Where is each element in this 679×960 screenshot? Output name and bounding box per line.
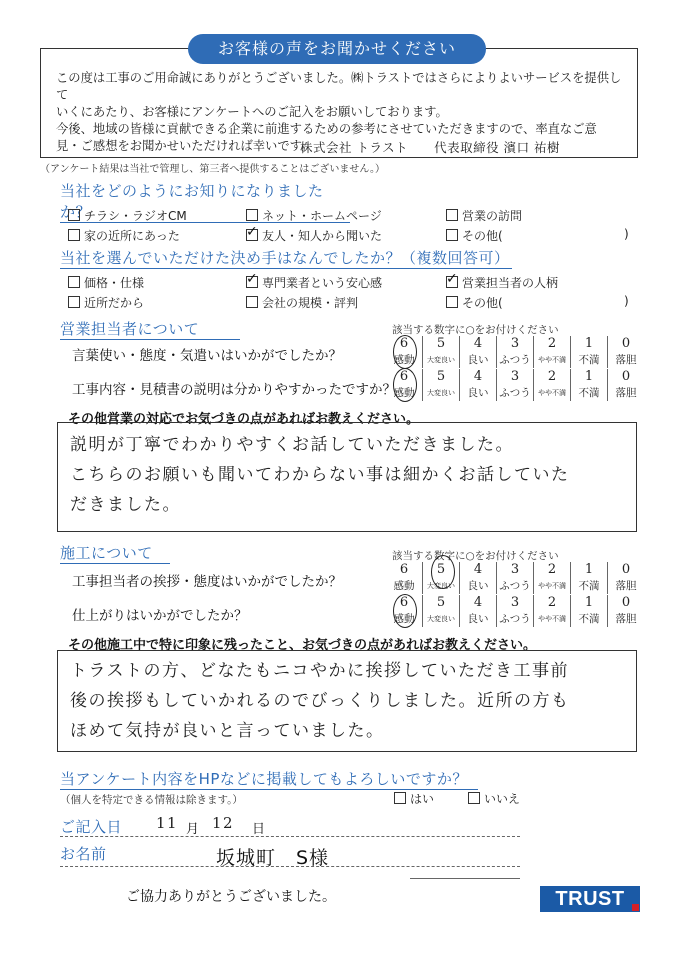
scale-number[interactable]: 5: [423, 595, 460, 611]
privacy-note: （アンケート結果は当社で管理し、第三者へ提供することはございません。）: [40, 164, 385, 175]
handwritten-line: 説明が丁寧でわかりやすくお話していただきました。: [70, 435, 514, 455]
q1-option[interactable]: チラシ・ラジオCM: [68, 207, 187, 224]
name-label: お名前: [60, 845, 107, 863]
construction-comment-text: [70, 656, 570, 746]
scale-number[interactable]: 2: [534, 595, 571, 611]
scale-label: ふつう: [497, 352, 534, 368]
construction-comment-prompt: その他施工中で特に印象に残ったこと、お気づきの点があればお教えください。: [68, 638, 537, 653]
scale-number[interactable]: 6: [399, 562, 409, 577]
intro-line: 見・ご感想をお聞かせいただければ幸いです。: [56, 139, 314, 153]
scale-number[interactable]: 1: [571, 595, 608, 611]
scale-number[interactable]: 4: [460, 369, 497, 385]
date-field-line: [60, 836, 520, 837]
scale-label: 不満: [571, 578, 608, 594]
q1-heading: 当社をどのようにお知りになりましたか？: [60, 180, 350, 223]
intro-line: この度は工事のご用命誠にありがとうございました。㈱トラストではさらによりよいサービスを提供して: [56, 71, 622, 102]
checkbox-icon[interactable]: [446, 229, 458, 241]
rating-scale-greeting[interactable]: [386, 562, 644, 594]
scale-label: 大変良い: [423, 611, 460, 627]
scale-label: 大変良い: [423, 578, 460, 594]
checkbox-checked-icon[interactable]: [246, 276, 258, 288]
rating-scale-explain[interactable]: [386, 369, 644, 401]
sales-comment-prompt: その他営業の対応でお気づきの点があればお教えください。: [68, 412, 420, 427]
scale-instruction: 該当する数字に○をお付けください: [392, 324, 559, 336]
date-month-value[interactable]: 11: [156, 814, 179, 832]
scale-label: 大変良い: [423, 385, 460, 401]
scale-label: 良い: [460, 611, 497, 627]
scale-label: 良い: [460, 578, 497, 594]
checkbox-checked-icon[interactable]: [446, 276, 458, 288]
q1-option[interactable]: 家の近所にあった: [68, 227, 180, 244]
scale-label: 良い: [460, 352, 497, 368]
scale-label: 不満: [571, 352, 608, 368]
scale-label: 落胆: [608, 578, 645, 594]
scale-label: 不満: [571, 385, 608, 401]
scale-number[interactable]: 4: [460, 336, 497, 352]
question-manner: 言葉使い・態度・気遣いはいかがでしたか？: [72, 348, 342, 364]
scale-label: やや不満: [534, 578, 571, 594]
scale-label: 良い: [460, 385, 497, 401]
scale-number[interactable]: 5: [423, 369, 460, 385]
scale-label: やや不満: [534, 385, 571, 401]
scale-number[interactable]: 3: [497, 369, 534, 385]
checkbox-icon[interactable]: [68, 209, 80, 221]
scale-number[interactable]: 4: [460, 595, 497, 611]
handwritten-line: トラストの方、どなたもニコやかに挨拶していただき工事前: [70, 661, 569, 681]
publish-yes-option[interactable]: はい: [394, 790, 434, 807]
scale-number[interactable]: 5: [423, 336, 460, 352]
scale-number[interactable]: 0: [608, 336, 645, 352]
q1-close-paren: ): [624, 227, 629, 241]
q2-option[interactable]: その他(: [446, 294, 503, 311]
publish-no-option[interactable]: いいえ: [468, 790, 520, 807]
answer-circle-mark: [393, 368, 417, 402]
scale-number[interactable]: 3: [497, 595, 534, 611]
scale-label: 不満: [571, 611, 608, 627]
scale-number[interactable]: 3: [497, 336, 534, 352]
scale-number[interactable]: 1: [571, 336, 608, 352]
scale-number[interactable]: 6: [399, 369, 409, 384]
q2-option[interactable]: 近所だから: [68, 294, 144, 311]
q2-option[interactable]: ✓ 営業担当者の人柄: [446, 274, 558, 291]
publish-heading: 当アンケート内容をHPなどに掲載してもよろしいですか？: [60, 768, 478, 790]
sales-comment-text: [70, 430, 570, 520]
date-label: ご記入日: [60, 818, 123, 836]
company-signature: 株式会社 トラスト 代表取締役 濱口 祐樹: [300, 140, 561, 155]
rating-scale-finish[interactable]: [386, 595, 644, 627]
checkbox-icon[interactable]: [68, 229, 80, 241]
scale-number[interactable]: 6: [399, 595, 409, 610]
sales-heading: 営業担当者について: [60, 318, 240, 340]
q2-heading: 当社を選んでいただけた決め手はなんでしたか？（複数回答可）: [60, 247, 512, 269]
scale-number[interactable]: 4: [460, 562, 497, 578]
date-day-unit: 日: [252, 822, 266, 837]
scale-label: ふつう: [497, 611, 534, 627]
checkbox-icon[interactable]: [446, 296, 458, 308]
scale-number[interactable]: 3: [497, 562, 534, 578]
q1-option[interactable]: ネット・ホームページ: [246, 207, 382, 224]
question-finish: 仕上がりはいかがでしたか？: [72, 608, 248, 624]
checkbox-icon[interactable]: [394, 792, 406, 804]
answer-circle-mark: [393, 335, 417, 369]
scale-number[interactable]: 2: [534, 369, 571, 385]
scale-label: 大変良い: [423, 352, 460, 368]
thanks-message: ご協力ありがとうございました。: [126, 889, 336, 905]
checkbox-icon[interactable]: [68, 276, 80, 288]
scale-label: 落胆: [608, 611, 645, 627]
publish-note: （個人を特定できる情報は除きます。）: [60, 794, 243, 806]
q2-close-paren: ): [624, 294, 629, 308]
scale-number[interactable]: 6: [399, 336, 409, 351]
answer-circle-mark: [393, 594, 417, 628]
question-greeting: 工事担当者の挨拶・態度はいかがでしたか？: [72, 574, 342, 590]
trust-logo: TRUST: [540, 886, 640, 912]
scale-label: やや不満: [534, 352, 571, 368]
date-day-value[interactable]: 12: [212, 814, 235, 832]
checkbox-icon[interactable]: [246, 296, 258, 308]
checkbox-icon[interactable]: [246, 209, 258, 221]
intro-line: 今後、地域の皆様に貢献できる企業に前進するための参考にさせていただきますので、率直なご意: [56, 122, 597, 136]
scale-number[interactable]: 0: [608, 595, 645, 611]
q2-option[interactable]: ✓ 専門業者という安心感: [246, 274, 382, 291]
rating-scale-manner[interactable]: [386, 336, 644, 368]
page-title: お客様の声をお聞かせください: [188, 34, 486, 64]
date-month-unit: 月: [186, 822, 200, 837]
question-explain: 工事内容・見積書の説明は分かりやすかったですか？: [72, 382, 396, 398]
name-value[interactable]: 坂城町 S様: [216, 847, 330, 869]
scale-label: 落胆: [608, 385, 645, 401]
footer-line: [410, 878, 520, 879]
checkbox-icon[interactable]: [68, 296, 80, 308]
scale-number[interactable]: 2: [534, 562, 571, 578]
scale-label: 感動: [393, 354, 415, 366]
handwritten-line: こちらのお願いも聞いてわからない事は細かくお話していた: [70, 465, 570, 485]
checkbox-icon[interactable]: [446, 209, 458, 221]
checkbox-checked-icon[interactable]: [246, 229, 258, 241]
handwritten-line: だきました。: [70, 495, 181, 515]
scale-label: やや不満: [534, 611, 571, 627]
scale-number[interactable]: 0: [608, 562, 645, 578]
scale-number[interactable]: 1: [571, 562, 608, 578]
logo-red-dot: [632, 904, 639, 911]
scale-number[interactable]: 1: [571, 369, 608, 385]
q2-option[interactable]: 会社の規模・評判: [246, 294, 358, 311]
scale-label: 感動: [393, 387, 415, 399]
scale-label: ふつう: [497, 385, 534, 401]
q1-option[interactable]: その他(: [446, 227, 503, 244]
scale-label: 落胆: [608, 352, 645, 368]
scale-number[interactable]: 5: [423, 562, 460, 578]
scale-label: 感動: [393, 580, 415, 592]
scale-instruction: 該当する数字に○をお付けください: [392, 550, 559, 562]
q1-option[interactable]: ✓ 友人・知人から聞いた: [246, 227, 382, 244]
checkbox-icon[interactable]: [468, 792, 480, 804]
intro-line: いくにあたり、お客様にアンケートへのご記入をお願いしております。: [56, 105, 448, 119]
handwritten-line: ほめて気持が良いと言っていました。: [70, 721, 385, 741]
answer-circle-mark: [431, 555, 455, 589]
scale-label: 感動: [393, 613, 415, 625]
scale-number[interactable]: 2: [534, 336, 571, 352]
scale-label: ふつう: [497, 578, 534, 594]
q2-option[interactable]: 価格・仕様: [68, 274, 144, 291]
scale-number[interactable]: 0: [608, 369, 645, 385]
handwritten-line: 後の挨拶もしていかれるのでびっくりしました。近所の方も: [70, 691, 570, 711]
q1-option[interactable]: 営業の訪問: [446, 207, 522, 224]
construction-heading: 施工について: [60, 542, 170, 564]
